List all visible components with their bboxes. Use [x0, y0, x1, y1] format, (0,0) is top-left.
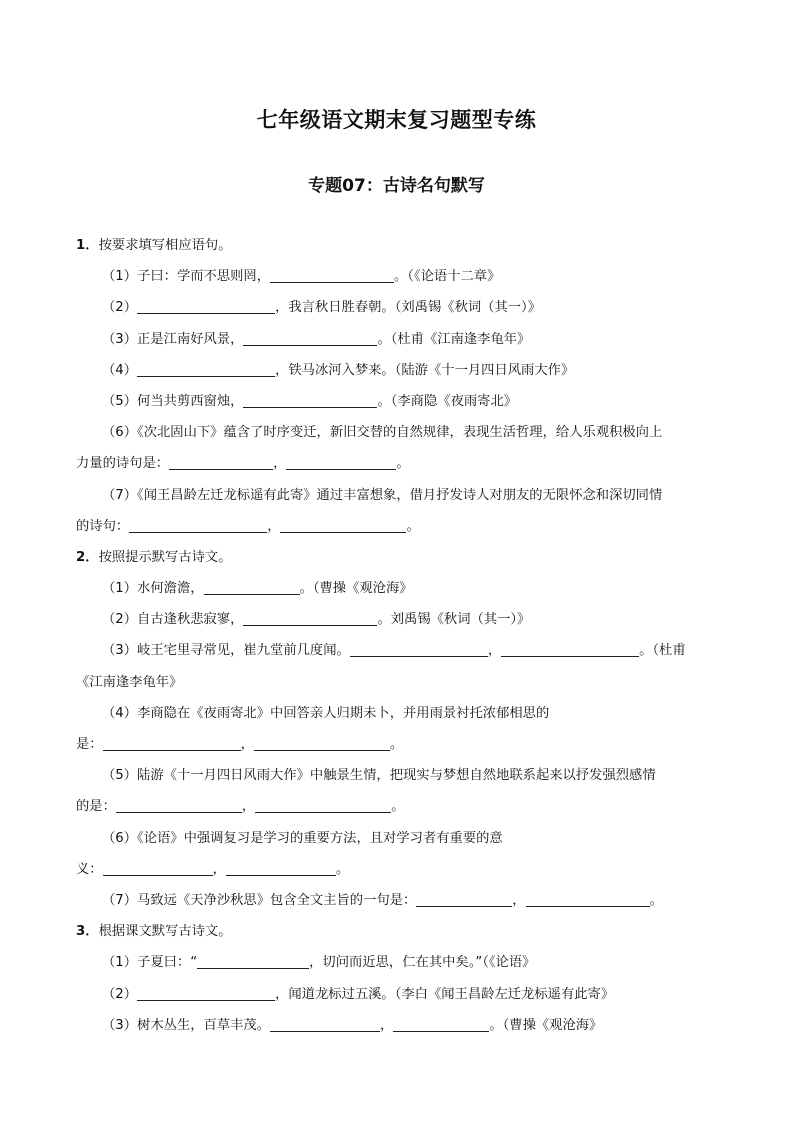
- line-text: （1）子夏曰：“: [102, 955, 198, 971]
- line-text: （2）: [102, 300, 138, 316]
- answer-blank[interactable]: [270, 267, 394, 283]
- answer-blank[interactable]: [526, 891, 650, 907]
- answer-blank[interactable]: [286, 454, 396, 470]
- line-text: （1）子曰：学而不思则罔，: [102, 269, 271, 285]
- line-text: ，闻道龙标过五溪。（李白《闻王昌龄左迁龙标遥有此寄》: [275, 986, 615, 1002]
- answer-blank[interactable]: [255, 797, 391, 813]
- answer-blank[interactable]: [416, 891, 512, 907]
- question-line: [76, 417, 726, 448]
- question-line: [76, 979, 726, 1010]
- question-line: [76, 729, 726, 760]
- page-subtitle: 专题07：古诗名句默写: [308, 176, 485, 196]
- line-text: 。: [391, 799, 405, 815]
- line-text: 。（杜甫《江南逢李龟年》: [377, 331, 531, 347]
- answer-blank[interactable]: [169, 454, 273, 470]
- question-line: [76, 480, 726, 511]
- answer-blank[interactable]: [270, 1016, 380, 1032]
- line-text: ，: [212, 861, 226, 877]
- answer-blank[interactable]: [254, 735, 390, 751]
- line-text: （2）: [102, 986, 138, 1002]
- answer-blank[interactable]: [350, 641, 488, 657]
- question-line: [76, 760, 726, 791]
- line-text: （5）何当共剪西窗烛，: [102, 393, 244, 409]
- answer-blank[interactable]: [280, 517, 406, 533]
- question-instruction: 按要求填写相应语句。: [98, 238, 232, 253]
- question-line: [76, 791, 726, 822]
- question-number: 1．: [76, 238, 99, 253]
- question-line: [76, 324, 726, 355]
- line-text: （3）树木丛生，百草丰茂。: [102, 1017, 271, 1033]
- question-heading: [76, 916, 726, 947]
- answer-blank[interactable]: [137, 985, 275, 1001]
- question-line: [76, 823, 726, 854]
- answer-blank[interactable]: [204, 579, 300, 595]
- line-text: 。（李商隐《夜雨寄北》: [377, 393, 518, 409]
- line-text: 。: [649, 892, 663, 908]
- answer-blank[interactable]: [243, 610, 377, 626]
- line-text: （4）: [102, 362, 138, 378]
- line-text: （3）正是江南好风景，: [102, 331, 244, 347]
- line-text: 的是：: [76, 799, 116, 815]
- answer-blank[interactable]: [243, 330, 377, 346]
- question-number: 3．: [76, 924, 99, 940]
- question-line: [76, 261, 726, 292]
- line-text: （6）《论语》中强调复习是学习的重要方法，且对学习者有重要的意: [102, 830, 503, 846]
- line-text: 的诗句：: [76, 518, 130, 534]
- answer-blank[interactable]: [393, 1016, 489, 1032]
- answer-blank[interactable]: [137, 298, 275, 314]
- question-line: [76, 854, 726, 885]
- line-text: 。: [335, 861, 350, 877]
- question-line: [76, 1010, 726, 1041]
- line-text: （7）马致远《天净沙秋思》包含全文主旨的一句是：: [102, 892, 417, 908]
- line-text: 义：: [76, 861, 103, 877]
- answer-blank[interactable]: [129, 517, 267, 533]
- question-line: [76, 947, 726, 978]
- line-text: 力量的诗句是：: [76, 456, 170, 472]
- line-text: 。: [396, 456, 410, 472]
- line-text: 。: [389, 737, 404, 752]
- question-list: [76, 230, 726, 1041]
- answer-blank[interactable]: [116, 797, 242, 813]
- line-text: 《江南逢李龟年》: [76, 674, 183, 690]
- line-text: ，我言秋日胜春朝。（刘禹锡《秋词（其一）》: [275, 300, 541, 316]
- line-text: ，: [380, 1017, 394, 1033]
- question-instruction: 根据课文默写古诗文。: [98, 924, 232, 940]
- line-text: ，切问而近思，仁在其中矣。”（《论语》: [309, 955, 536, 971]
- line-text: （4）李商隐在《夜雨寄北》中回答亲人归期未卜，并用雨景衬托浓郁相思的: [102, 705, 550, 721]
- question-line: [76, 667, 726, 698]
- question-line: [76, 885, 726, 916]
- line-text: ，: [267, 518, 281, 534]
- question-instruction: 按照提示默写古诗文。: [98, 549, 232, 565]
- answer-blank[interactable]: [197, 953, 309, 969]
- question-line: [76, 604, 726, 635]
- question-line: [76, 635, 726, 666]
- question-heading: [76, 542, 726, 573]
- line-text: ，: [487, 643, 502, 659]
- line-text: 。（《论语十二章》: [394, 269, 501, 285]
- line-text: ，: [241, 799, 256, 815]
- line-text: 。: [406, 518, 420, 534]
- question-line: [76, 355, 726, 386]
- line-text: 。（曹操《观沧海》: [299, 581, 413, 597]
- line-text: 。刘禹锡《秋词（其一）》: [377, 612, 531, 628]
- line-text: （3）岐王宅里寻常见，崔九堂前几度闻。: [102, 643, 350, 659]
- line-text: 是：: [76, 737, 103, 752]
- question-line: [76, 573, 726, 604]
- answer-blank[interactable]: [103, 735, 241, 751]
- question-line: [76, 511, 726, 542]
- question-line: [76, 448, 726, 479]
- page-title: 七年级语文期末复习题型专练: [256, 108, 537, 132]
- line-text: 。（曹操《观沧海》: [489, 1017, 603, 1033]
- answer-blank[interactable]: [501, 641, 639, 657]
- line-text: 。（杜甫: [639, 643, 686, 659]
- answer-blank[interactable]: [226, 860, 336, 876]
- question-line: [76, 386, 726, 417]
- line-text: （7）《闻王昌龄左迁龙标遥有此寄》通过丰富想象，借月抒发诗人对朋友的无限怀念和深切同情: [102, 487, 663, 503]
- line-text: （1）水何澹澹，: [102, 581, 204, 597]
- line-text: ，: [512, 892, 526, 908]
- line-text: ，铁马冰河入梦来。（陆游《十一月四日风雨大作》: [275, 362, 575, 378]
- answer-blank[interactable]: [243, 392, 377, 408]
- question-line: [76, 698, 726, 729]
- line-text: （6）《次北固山下》蕴含了时序变迁，新旧交替的自然规律，表现生活哲理，给人乐观积极向上: [102, 425, 663, 441]
- question-heading: [76, 230, 726, 261]
- line-text: ，: [273, 456, 287, 472]
- line-text: （2）自古逢秋悲寂寥，: [102, 612, 244, 628]
- line-text: （5）陆游《十一月四日风雨大作》中触景生情，把现实与梦想自然地联系起来以抒发强烈感情: [102, 768, 656, 784]
- line-text: ，: [240, 737, 254, 752]
- question-line: [76, 292, 726, 323]
- answer-blank[interactable]: [137, 361, 275, 377]
- question-number: 2．: [76, 549, 99, 565]
- answer-blank[interactable]: [103, 860, 213, 876]
